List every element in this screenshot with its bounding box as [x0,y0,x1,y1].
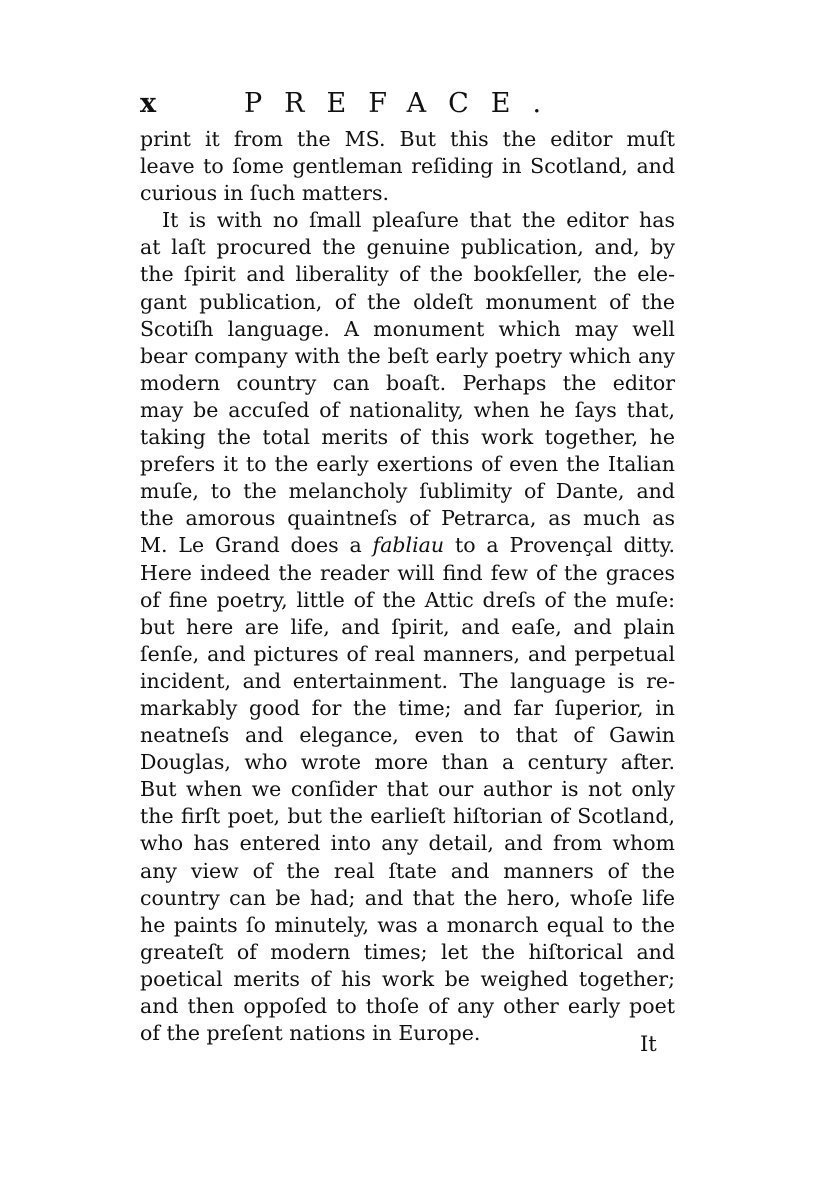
text-line: who has entered into any detail, and from whom [140,831,675,856]
text-line: ſenſe, and pictures of real manners, and perpetual [140,641,675,666]
text-line: neatneſs and elegance, even to that of Gawin [140,723,675,748]
text-line: But when we conſider that our author is not only [140,777,675,802]
text-line: muſe, to the melancholy ſublimity of Dante, and [140,479,675,504]
text-line: country can be had; and that the hero, whoſe life [140,885,675,910]
text-line: but here are life, and ſpirit, and eaſe, and plain [140,614,675,639]
text-line: poetical merits of his work be weighed together; [140,966,675,991]
text-line: may be accuſed of nationality, when he ſays that, [140,397,675,422]
text-line: he paints ſo minutely, was a monarch equal to the [140,912,675,937]
text-line: curious in ſuch matters. [140,181,389,206]
text-line-fabliau [140,532,675,559]
text-line: markably good for the time; and far ſuperior, in [140,695,675,720]
text-line: the amorous quaintneſs of Petrarca, as much as [140,506,675,531]
fabliau-before: M. Le Grand does a [140,533,373,558]
text-line: Scotiſh language. A monument which may well [140,316,675,341]
text-line: the firſt poet, but the earlieſt hiſtorian of Scotland, [140,804,675,829]
text-line: leave to ſome gentleman reſiding in Scotland, and [140,154,675,179]
text-line: Here indeed the reader will find few of the graces [140,560,675,585]
text-line: bear company with the beſt early poetry which any [140,343,675,368]
page-header [140,86,670,126]
text-line: incident, and entertainment. The language is re- [140,668,675,693]
running-title: PREFACE. [244,88,564,119]
text-line: of fine poetry, little of the Attic dreſs of the muſe: [140,587,675,612]
text-line: print it from the MS. But this the editor muſt [140,127,675,151]
page-number: x [140,88,157,119]
text-line: and then oppoſed to thoſe of any other early poet [140,994,675,1018]
catchword: It [640,1032,657,1056]
text-line: at laſt procured the genuine publication, and, by [140,235,675,260]
text-line: Douglas, who wrote more than a century after. [140,750,675,775]
text-line: gant publication, of the oldeſt monument of the [140,289,675,314]
text-line: the ſpirit and liberality of the bookſeller, the ele- [140,262,675,287]
text-line: prefers it to the early exertions of even the Italian [140,452,675,477]
text-line: of the preſent nations in Europe. [140,1021,481,1046]
text-line: greateſt of modern times; let the hiſtorical and [140,939,675,964]
fabliau-italic: fabliau [372,533,445,558]
text-line: It is with no ſmall pleaſure that the editor has [162,208,675,233]
body-text [140,126,675,1047]
text-line: taking the total merits of this work together, he [140,425,675,450]
text-line: any view of the real ſtate and manners of the [140,858,675,883]
fabliau-after: to a Provençal ditty. [444,533,675,558]
text-line: modern country can boaſt. Perhaps the editor [140,370,675,395]
